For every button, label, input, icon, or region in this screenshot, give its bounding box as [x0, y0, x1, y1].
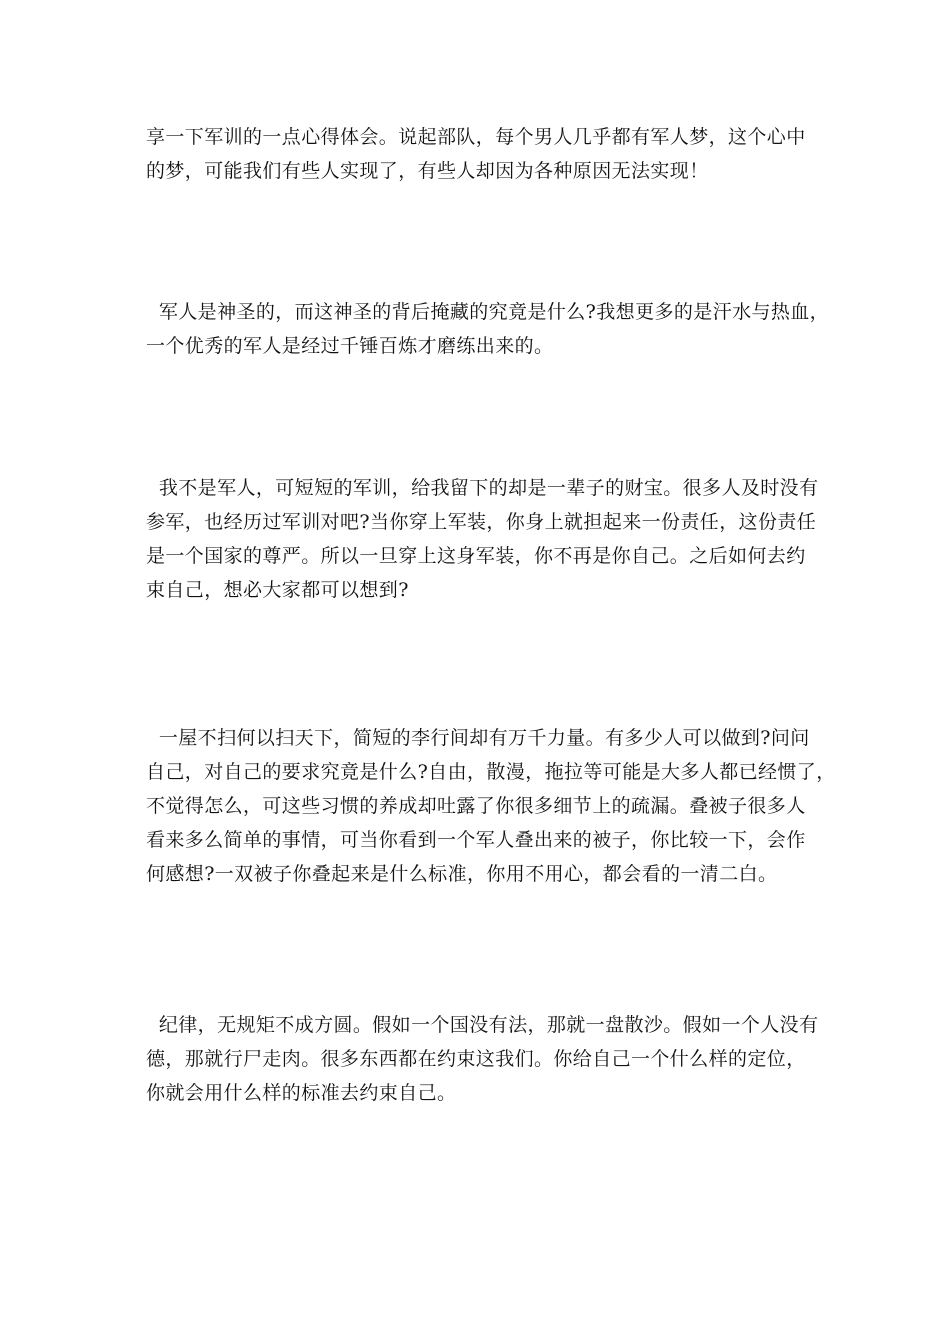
- paragraph-2: [146, 295, 830, 363]
- paragraph-line: 自己，对自己的要求究竟是什么?自由，散漫，拖拉等可能是大多人都已经惯了，: [146, 761, 836, 783]
- paragraph-line: 是一个国家的尊严。所以一旦穿上这身军装，你不再是你自己。之后如何去约: [146, 545, 806, 567]
- paragraph-1: [146, 120, 826, 188]
- paragraph-5: [146, 1008, 826, 1110]
- paragraph-line: 我不是军人，可短短的军训，给我留下的却是一辈子的财宝。很多人及时没有: [146, 477, 819, 499]
- paragraph-4: [146, 721, 836, 891]
- paragraph-line: 纪律，无规矩不成方圆。假如一个国没有法，那就一盘散沙。假如一个人没有: [146, 1014, 819, 1036]
- paragraph-line: 参军，也经历过军训对吧?当你穿上军装，你身上就担起来一份责任，这份责任: [146, 511, 817, 533]
- paragraph-line: 你就会用什么样的标准去约束自己。: [146, 1082, 457, 1104]
- paragraph-line: 看来多么简单的事情，可当你看到一个军人叠出来的被子，你比较一下，会作: [146, 829, 806, 851]
- paragraph-line: 的梦，可能我们有些人实现了，有些人却因为各种原因无法实现！: [146, 160, 709, 182]
- paragraph-3: [146, 471, 826, 607]
- paragraph-line: 束自己，想必大家都可以想到?: [146, 579, 409, 601]
- paragraph-line: 何感想?一双被子你叠起来是什么标准，你用不用心，都会看的一清二白。: [146, 863, 778, 885]
- paragraph-line: 军人是神圣的，而这神圣的背后掩藏的究竟是什么?我想更多的是汗水与热血，: [146, 301, 830, 323]
- paragraph-line: 一个优秀的军人是经过千锤百炼才磨练出来的。: [146, 335, 554, 357]
- paragraph-line: 享一下军训的一点心得体会。说起部队，每个男人几乎都有军人梦，这个心中: [146, 126, 806, 148]
- paragraph-line: 德，那就行尸走肉。很多东西都在约束这我们。你给自己一个什么样的定位，: [146, 1048, 806, 1070]
- paragraph-line: 不觉得怎么，可这些习惯的养成却吐露了你很多细节上的疏漏。叠被子很多人: [146, 795, 806, 817]
- paragraph-line: 一屋不扫何以扫天下，简短的李行间却有万千力量。有多少人可以做到?问问: [146, 727, 810, 749]
